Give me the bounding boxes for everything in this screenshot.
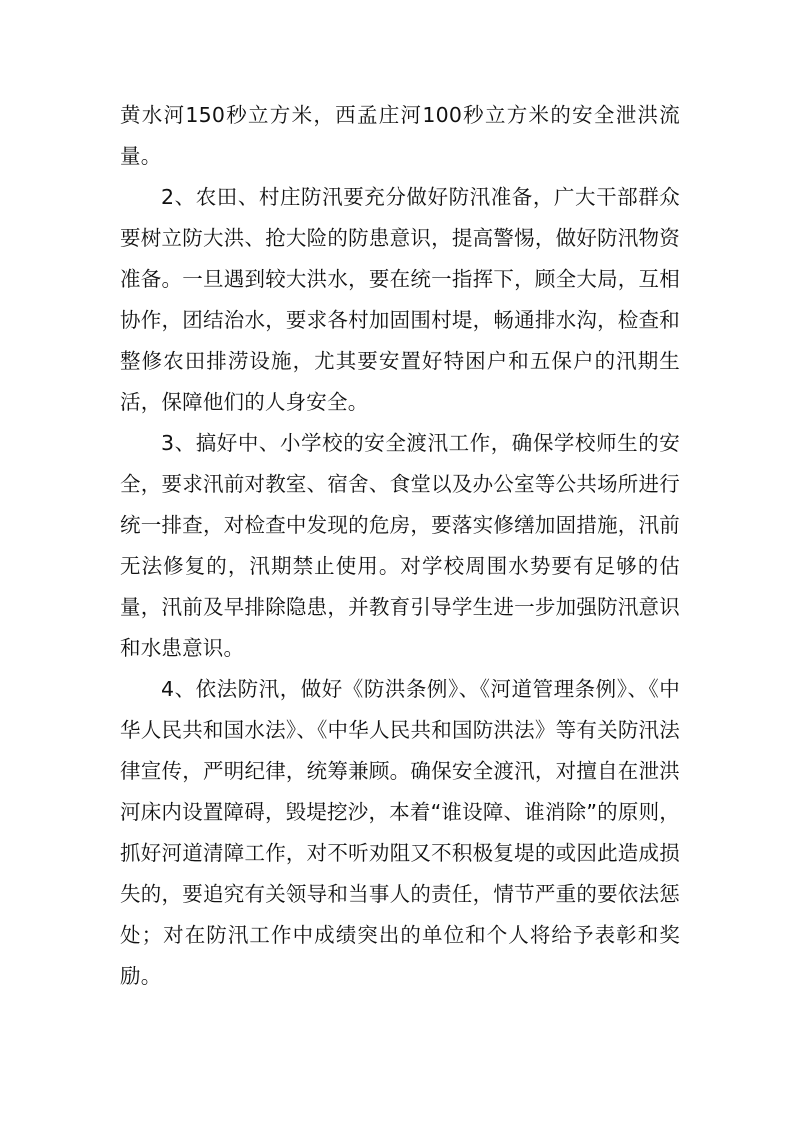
document-body bbox=[120, 95, 680, 997]
paragraph-item-3-schools: 3、搞好中、小学校的安全渡汛工作，确保学校师生的安全，要求汛前对教室、宿舍、食堂以及办公室等公共场所进行统一排查，对检查中发现的危房，要落实修缮加固措施，汛前无法修复的，汛期禁止使用。对学校周围水势要有足够的估量，汛前及早排除隐患，并教育引导学生进一步加强防汛意识和水患意识。 bbox=[120, 431, 680, 660]
paragraph-item-2-farmland-village: 2、农田、村庄防汛要充分做好防汛准备，广大干部群众要树立防大洪、抢大险的防患意识，提高警惕，做好防汛物资准备。一旦遇到较大洪水，要在统一指挥下，顾全大局，互相协作，团结治水，要求各村加固围村堤，畅通排水沟，检查和整修农田排涝设施，尤其要安置好特困户和五保户的汛期生活，保障他们的人身安全。 bbox=[120, 185, 680, 414]
paragraph-continuation: 黄水河150秒立方米，西孟庄河100秒立方米的安全泄洪流量。 bbox=[120, 103, 680, 168]
paragraph-item-4-legal: 4、依法防汛，做好《防洪条例》、《河道管理条例》、《中华人民共和国水法》、《中华人民共和国防洪法》等有关防汛法律宣传，严明纪律，统筹兼顾。确保安全渡汛，对擅自在泄洪河床内设置障碍，毁堤挖沙，本着“谁设障、谁消除”的原则，抓好河道清障工作，对不听劝阻又不积极复堤的或因此造成损失的，要追究有关领导和当事人的责任，情节严重的要依法惩处；对在防汛工作中成绩突出的单位和个人将给予表彰和奖励。 bbox=[120, 677, 680, 988]
